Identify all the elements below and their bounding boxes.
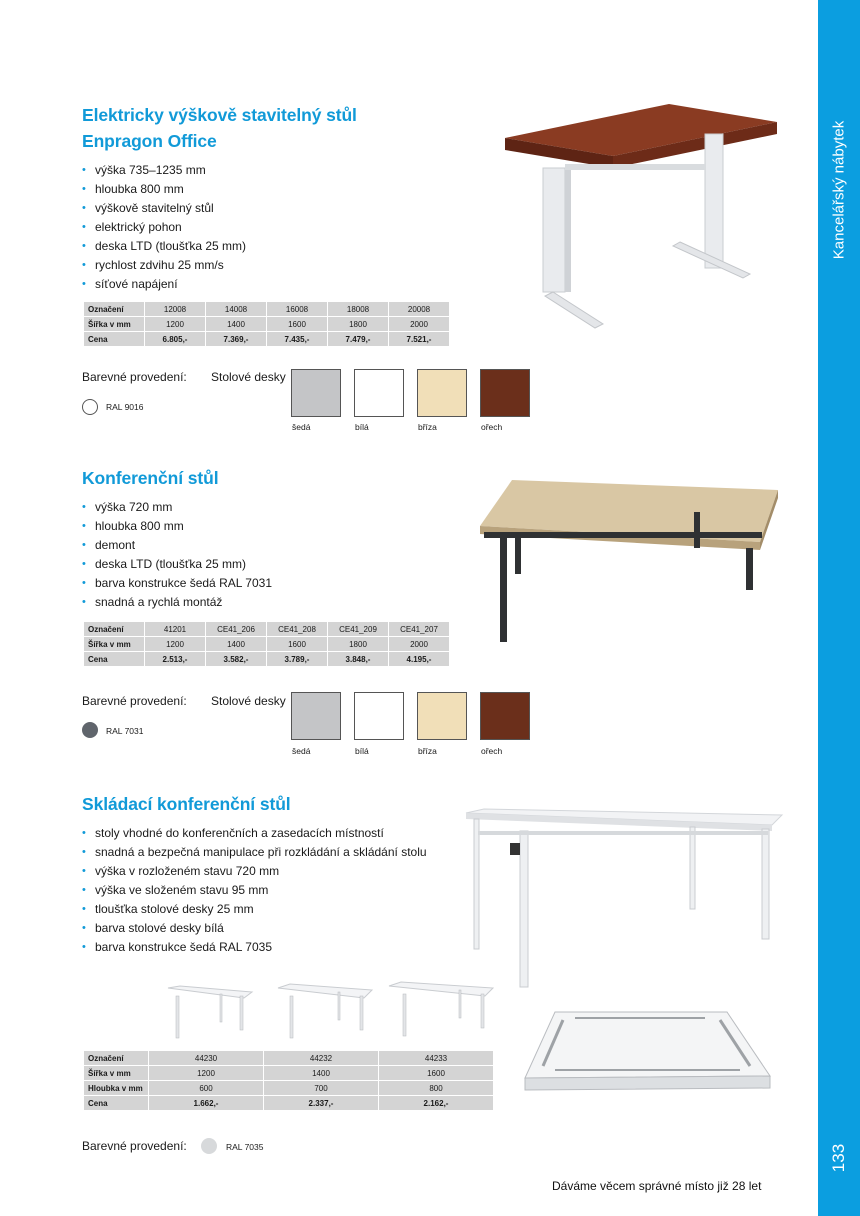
swatch-birch — [417, 369, 467, 417]
electric-desk-photo — [495, 92, 795, 342]
table-cell: 12008 — [145, 302, 205, 316]
table-cell: 1400 — [206, 637, 266, 651]
table-cell: 1200 — [149, 1066, 263, 1080]
desk-top-label: Stolové desky — [211, 370, 286, 384]
color-variant-label: Barevné provedení: — [82, 694, 187, 708]
table-cell: CE41_208 — [267, 622, 327, 636]
table-cell: 800 — [379, 1081, 493, 1095]
table-cell: 1800 — [328, 317, 388, 331]
table-cell: CE41_209 — [328, 622, 388, 636]
table-cell: 2000 — [389, 637, 449, 651]
table-cell: 44232 — [264, 1051, 378, 1065]
table-thumbnail-1600 — [383, 970, 499, 1050]
table-cell: 6.805,- — [145, 332, 205, 346]
table-cell: CE41_206 — [206, 622, 266, 636]
section3-feature-list — [82, 824, 427, 957]
desk-top-label: Stolové desky — [211, 694, 286, 708]
table-cell: 7.435,- — [267, 332, 327, 346]
table-row — [84, 302, 449, 316]
side-category-title: Kancelářský nábytek — [830, 120, 848, 260]
footer-slogan: Dáváme věcem správné místo již 28 let — [552, 1179, 762, 1193]
row-label: Cena — [84, 652, 144, 666]
row-label: Cena — [84, 332, 144, 346]
table-cell: 700 — [264, 1081, 378, 1095]
swatch-label: bílá — [355, 422, 369, 432]
swatch-walnut — [480, 369, 530, 417]
table-cell: 1400 — [206, 317, 266, 331]
swatch-label: šedá — [292, 746, 311, 756]
table-cell: 41201 — [145, 622, 205, 636]
feature-item: • rychlost zdvihu 25 mm/s — [82, 256, 246, 275]
swatch-birch — [417, 692, 467, 740]
table-cell: 7.479,- — [328, 332, 388, 346]
table-cell: 44230 — [149, 1051, 263, 1065]
section2-title: Konferenční stůl — [82, 468, 219, 488]
section1-title-line2: Enpragon Office — [82, 131, 217, 151]
table-cell: 4.195,- — [389, 652, 449, 666]
row-label: Šířka v mm — [84, 1066, 148, 1080]
ral-code: RAL 7035 — [226, 1142, 264, 1152]
feature-item: • stoly vhodné do konferenčních a zasedacích místností — [82, 824, 427, 843]
table-thumbnail-1400 — [266, 970, 380, 1050]
swatch-label: ořech — [481, 746, 503, 756]
table-cell: 3.848,- — [328, 652, 388, 666]
swatch-white — [354, 692, 404, 740]
table-cell: 3.789,- — [267, 652, 327, 666]
feature-item: • elektrický pohon — [82, 218, 246, 237]
feature-item: • barva konstrukce šedá RAL 7031 — [82, 574, 272, 593]
table-cell: 18008 — [328, 302, 388, 316]
row-label: Šířka v mm — [84, 317, 144, 331]
folded-table-photo — [515, 1008, 780, 1093]
feature-item: • síťové napájení — [82, 275, 246, 294]
feature-item: • hloubka 800 mm — [82, 517, 272, 536]
section3-title: Skládací konferenční stůl — [82, 794, 291, 814]
table-row — [84, 652, 449, 666]
table-cell: 1600 — [267, 637, 327, 651]
feature-item: • demont — [82, 536, 272, 555]
table-cell: 1.662,- — [149, 1096, 263, 1110]
feature-item: • snadná a bezpečná manipulace při rozkládání a skládání stolu — [82, 843, 427, 862]
table-cell: 3.582,- — [206, 652, 266, 666]
ral-code: RAL 9016 — [106, 402, 144, 412]
table-thumbnail-1200 — [150, 970, 262, 1050]
swatch-walnut — [480, 692, 530, 740]
ral-color-dot — [201, 1138, 217, 1154]
feature-item: • výškově stavitelný stůl — [82, 199, 246, 218]
table-row — [84, 1081, 493, 1095]
ral-color-dot — [82, 399, 98, 415]
table-cell: 16008 — [267, 302, 327, 316]
section2-spec-table — [83, 621, 450, 667]
table-row — [84, 1096, 493, 1110]
feature-item: • výška 735–1235 mm — [82, 161, 246, 180]
table-cell: 1200 — [145, 317, 205, 331]
swatch-label: bílá — [355, 746, 369, 756]
table-cell: 1400 — [264, 1066, 378, 1080]
folding-table-photo — [460, 805, 790, 995]
section1-title-line1: Elektricky výškově stavitelný stůl — [82, 105, 357, 125]
ral-code: RAL 7031 — [106, 726, 144, 736]
swatch-label: bříza — [418, 422, 437, 432]
feature-item: • výška ve složeném stavu 95 mm — [82, 881, 427, 900]
table-cell: 7.369,- — [206, 332, 266, 346]
swatch-label: bříza — [418, 746, 437, 756]
swatch-label: ořech — [481, 422, 503, 432]
color-variant-label: Barevné provedení: — [82, 370, 187, 384]
row-label: Označení — [84, 1051, 148, 1065]
swatch-white — [354, 369, 404, 417]
table-cell: 2.162,- — [379, 1096, 493, 1110]
feature-item: • výška v rozloženém stavu 720 mm — [82, 862, 427, 881]
swatch-label: šedá — [292, 422, 311, 432]
row-label: Označení — [84, 302, 144, 316]
table-row — [84, 622, 449, 636]
section2-feature-list — [82, 498, 272, 612]
table-cell: 600 — [149, 1081, 263, 1095]
section1-spec-table — [83, 301, 450, 347]
table-cell: 2000 — [389, 317, 449, 331]
row-label: Šířka v mm — [84, 637, 144, 651]
table-cell: 14008 — [206, 302, 266, 316]
table-row — [84, 1066, 493, 1080]
table-cell: 2.337,- — [264, 1096, 378, 1110]
color-variant-label: Barevné provedení: — [82, 1139, 187, 1153]
row-label: Cena — [84, 1096, 148, 1110]
table-cell: 7.521,- — [389, 332, 449, 346]
table-row — [84, 637, 449, 651]
section1-feature-list — [82, 161, 246, 294]
feature-item: • hloubka 800 mm — [82, 180, 246, 199]
table-row — [84, 317, 449, 331]
table-cell: 20008 — [389, 302, 449, 316]
feature-item: • snadná a rychlá montáž — [82, 593, 272, 612]
feature-item: • barva stolové desky bílá — [82, 919, 427, 938]
table-cell: 1600 — [379, 1066, 493, 1080]
conference-table-photo — [470, 462, 790, 652]
feature-item: • tloušťka stolové desky 25 mm — [82, 900, 427, 919]
row-label: Označení — [84, 622, 144, 636]
table-cell: 1600 — [267, 317, 327, 331]
row-label: Hloubka v mm — [84, 1081, 148, 1095]
feature-item: • deska LTD (tloušťka 25 mm) — [82, 555, 272, 574]
page-number: 133 — [829, 1143, 848, 1173]
table-cell: 2.513,- — [145, 652, 205, 666]
feature-item: • barva konstrukce šedá RAL 7035 — [82, 938, 427, 957]
table-row — [84, 332, 449, 346]
section3-spec-table — [83, 1050, 494, 1111]
feature-item: • výška 720 mm — [82, 498, 272, 517]
swatch-grey — [291, 369, 341, 417]
table-row — [84, 1051, 493, 1065]
swatch-grey — [291, 692, 341, 740]
table-cell: 44233 — [379, 1051, 493, 1065]
table-cell: 1800 — [328, 637, 388, 651]
table-cell: CE41_207 — [389, 622, 449, 636]
table-cell: 1200 — [145, 637, 205, 651]
feature-item: • deska LTD (tloušťka 25 mm) — [82, 237, 246, 256]
ral-color-dot — [82, 722, 98, 738]
